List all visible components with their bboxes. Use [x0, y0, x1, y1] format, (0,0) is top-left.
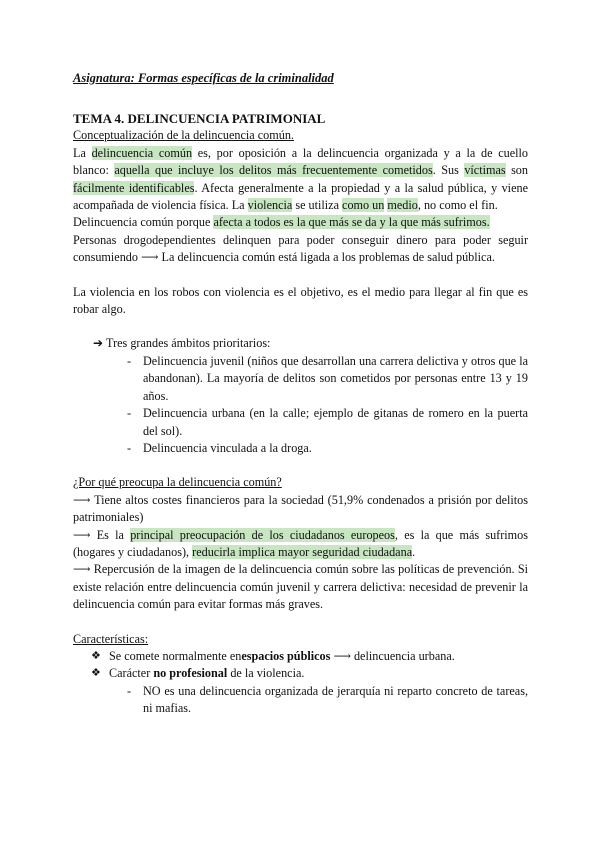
highlight: principal preocupación de los ciudadanos europeos	[130, 527, 395, 542]
dash-bullet: -	[127, 406, 132, 421]
dash-bullet: -	[127, 440, 132, 455]
highlight: fácilmente identificables	[73, 180, 195, 195]
list-item: - Delincuencia juvenil (niños que desarrollan una carrera delictiva y otros que la abandonan). La mayoría de delitos son cometidos por personas entre 13 y 19 años.	[127, 353, 528, 403]
subject-title: Asignatura: Formas específicas de la criminalidad	[73, 71, 334, 85]
section-heading-concern: ¿Por qué preocupa la delincuencia común?	[73, 475, 282, 490]
section-heading-characteristics: Características:	[73, 631, 149, 646]
list-item: - Delincuencia urbana (en la calle; ejemplo de gitanas de romero en la puerta del sol).	[127, 406, 528, 438]
list-item: ❖ Carácter no profesional de la violencia.	[73, 665, 528, 682]
paragraph-common: Delincuencia común porque afecta a todos es la que más se da y la que más sufrimos.	[73, 215, 490, 230]
list-item: - NO es una delincuencia organizada de jerarquía ni reparto concreto de tareas, ni mafias.	[127, 683, 528, 716]
paragraph-violence: La violencia en los robos con violencia es el objetivo, es el medio para llegar al fin que es robar algo.	[73, 284, 528, 317]
list-item: - Delincuencia vinculada a la droga.	[73, 440, 528, 457]
document-page	[73, 70, 528, 718]
highlight: víctimas	[464, 163, 506, 178]
paragraph-concern: ⟶ Es la principal preocupación de los ciudadanos europeos, es la que más sufrimos (hogares y ciudadanos), reducirla implica mayor seguridad ciudadana.	[73, 527, 528, 559]
highlight: como un	[342, 198, 385, 213]
diamond-bullet-icon: ❖	[91, 667, 101, 680]
arrow-icon: ➔	[93, 336, 104, 351]
section-heading-concept: Conceptualización de la delincuencia común.	[73, 128, 294, 143]
paragraph-costs: ⟶ Tiene altos costes financieros para la sociedad (51,9% condenados a prisión por delitos patrimoniales)	[73, 492, 528, 525]
highlight: afecta a todos es la que más se da y la que más sufrimos.	[213, 215, 490, 230]
dash-bullet: -	[127, 353, 132, 368]
ambitos-list	[73, 353, 528, 457]
highlight: delincuencia común	[91, 145, 193, 160]
paragraph-definition: La delincuencia común es, por oposición a la delincuencia organizada y a la de cuello blanco: aquella que incluye los delitos más frecuentemente cometidos. Sus víctimas son fácilmente identificables. Afecta generalmente a la propiedad y a la salud pública, y viene acompañada de violencia física. La violencia se utiliza como un medio, no como el fin.	[73, 145, 528, 213]
characteristics-list	[73, 648, 528, 683]
characteristics-sublist	[73, 683, 528, 718]
ambitos-label: ➔ Tres grandes ámbitos prioritarios:	[93, 336, 271, 351]
list-item: ❖ Se comete normalmente enespacios públicos ⟶ delincuencia urbana.	[73, 648, 528, 665]
highlight: medio	[387, 198, 418, 213]
highlight: violencia	[247, 198, 293, 213]
topic-title: TEMA 4. DELINCUENCIA PATRIMONIAL	[73, 111, 326, 127]
highlight: reducirla implica mayor seguridad ciudadana	[192, 544, 413, 559]
paragraph-prevention: ⟶ Repercusión de la imagen de la delincuencia común sobre las políticas de prevención. Si existe relación entre delincuencia común juvenil y carrera delictiva: necesidad de prevenir la delincuencia común para evitar formas más graves.	[73, 562, 528, 612]
paragraph-drug-addicts: Personas drogodependientes delinquen para poder conseguir dinero para poder seguir consumiendo ⟶ La delincuencia común está ligada a los problemas de salud pública.	[73, 232, 528, 265]
highlight: aquella que incluye los delitos más frecuentemente cometidos	[114, 163, 433, 178]
dash-bullet: -	[127, 683, 132, 698]
diamond-bullet-icon: ❖	[91, 649, 101, 662]
